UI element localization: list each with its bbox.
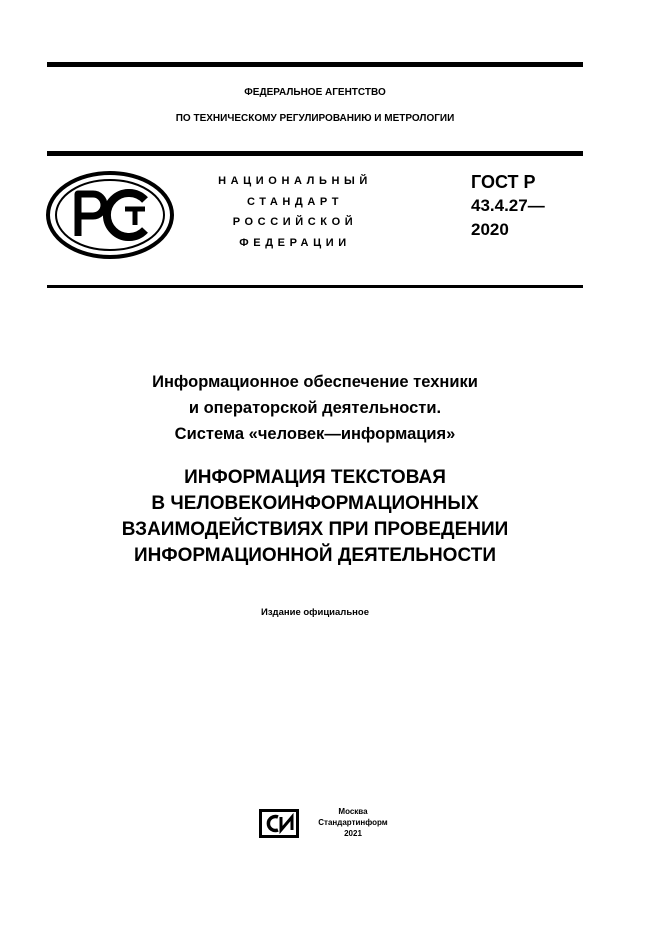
- document-title: [60, 465, 570, 569]
- title-line: В ЧЕЛОВЕКОИНФОРМАЦИОННЫХ: [151, 493, 479, 514]
- bottom-rule: [47, 285, 583, 288]
- title-line: ВЗАИМОДЕЙСТВИЯХ ПРИ ПРОВЕДЕНИИ: [121, 519, 509, 540]
- publisher-city: Москва: [338, 807, 368, 816]
- national-standard-block: [185, 171, 405, 253]
- gost-designation: [471, 170, 545, 242]
- subtitle-line: и операторской деятельности.: [188, 399, 442, 417]
- gost-label: ГОСТ Р: [471, 172, 536, 192]
- agency-line-2: ПО ТЕХНИЧЕСКОМУ РЕГУЛИРОВАНИЮ И МЕТРОЛОГИИ: [175, 113, 455, 124]
- middle-rule: [47, 151, 583, 156]
- subtitle-line: Информационное обеспечение техники: [152, 373, 478, 391]
- gost-year: 2020: [471, 220, 509, 239]
- national-line: СТАНДАРТ: [246, 195, 344, 208]
- national-line: НАЦИОНАЛЬНЫЙ: [218, 175, 372, 187]
- national-line: РОССИЙСКОЙ: [232, 216, 358, 228]
- gost-r-logo-icon: [45, 170, 175, 260]
- national-line: ФЕДЕРАЦИИ: [239, 236, 351, 249]
- standartinform-logo-icon: [259, 809, 299, 838]
- publisher-block: [306, 806, 400, 839]
- document-subtitle: [60, 369, 570, 447]
- gost-number: 43.4.27—: [471, 196, 545, 215]
- title-line: ИНФОРМАЦИЯ ТЕКСТОВАЯ: [184, 467, 446, 488]
- edition-label: Издание официальное: [261, 607, 369, 618]
- agency-line-1: ФЕДЕРАЛЬНОЕ АГЕНТСТВО: [244, 87, 386, 98]
- title-line: ИНФОРМАЦИОННОЙ ДЕЯТЕЛЬНОСТИ: [134, 545, 496, 566]
- publisher-year: 2021: [344, 829, 362, 838]
- subtitle-line: Система «человек—информация»: [174, 425, 456, 443]
- publisher-name: Стандартинформ: [318, 818, 388, 827]
- top-rule: [47, 62, 583, 67]
